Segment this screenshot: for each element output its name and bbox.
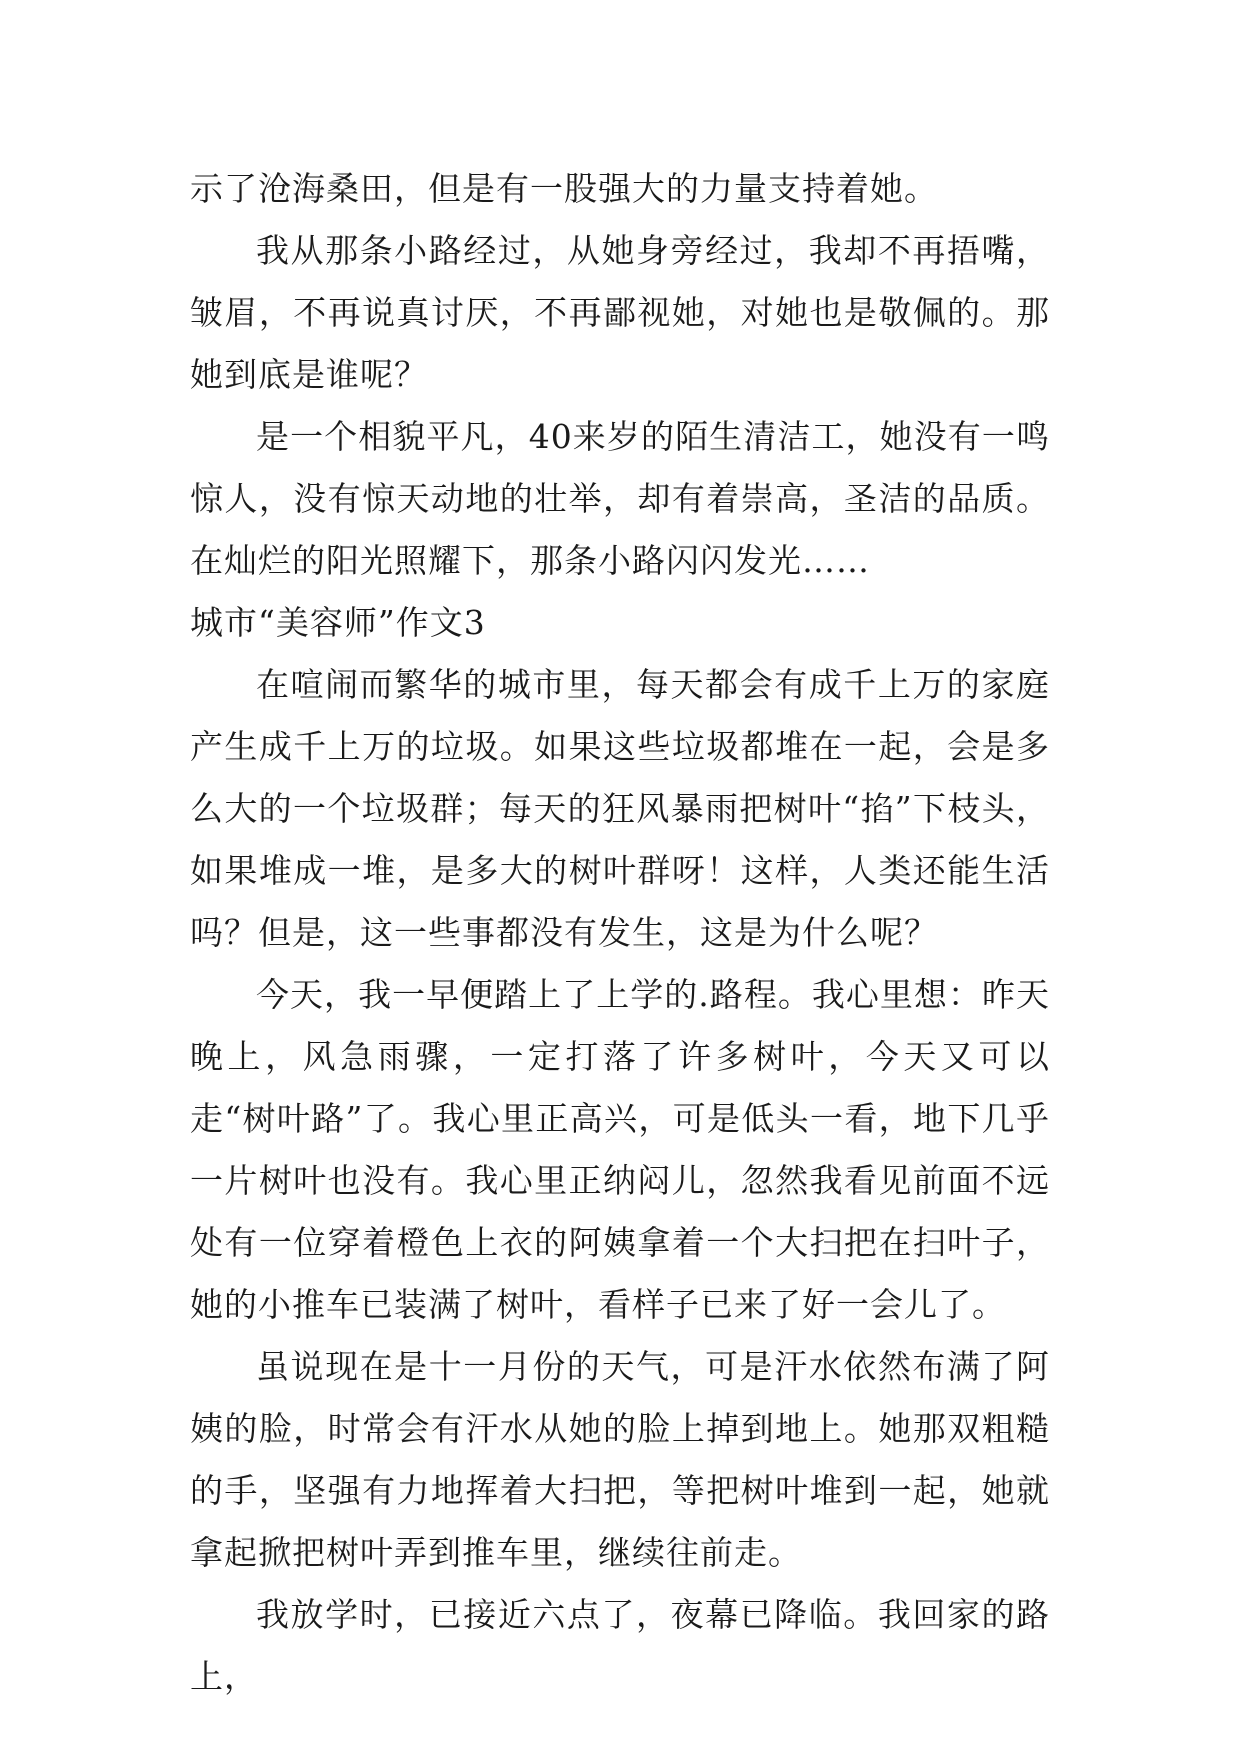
paragraph: 我放学时，已接近六点了，夜幕已降临。我回家的路上， xyxy=(190,1595,1050,1696)
paragraph: 在喧闹而繁华的城市里，每天都会有成千上万的家庭产生成千上万的垃圾。如果这些垃圾都堆在一起，会是多么大的一个垃圾群；每天的狂风暴雨把树叶“掐”下枝头，如果堆成一堆，是多大的树叶群呀！这样，人类还能生活吗？但是，这一些事都没有发生，这是为什么呢？ xyxy=(190,665,1050,952)
essay-title: 城市“美容师”作文3 xyxy=(190,603,486,642)
paragraph: 我从那条小路经过，从她身旁经过，我却不再捂嘴，皱眉，不再说真讨厌，不再鄙视她，对她也是敬佩的。那她到底是谁呢？ xyxy=(190,231,1050,394)
paragraph: 今天，我一早便踏上了上学的.路程。我心里想：昨天晚上，风急雨骤，一定打落了许多树叶，今天又可以走“树叶路”了。我心里正高兴，可是低头一看，地下几乎一片树叶也没有。我心里正纳闷儿，忽然我看见前面不远处有一位穿着橙色上衣的阿姨拿着一个大扫把在扫叶子，她的小推车已装满了树叶，看样子已来了好一会儿了。 xyxy=(190,975,1050,1324)
paragraph: 虽说现在是十一月份的天气，可是汗水依然布满了阿姨的脸，时常会有汗水从她的脸上掉到地上。她那双粗糙的手，坚强有力地挥着大扫把，等把树叶堆到一起，她就拿起掀把树叶弄到推车里，继续往前走。 xyxy=(190,1347,1050,1572)
document-body xyxy=(190,158,1050,1708)
paragraph-continuation: 示了沧海桑田，但是有一股强大的力量支持着她。 xyxy=(190,169,938,208)
paragraph: 是一个相貌平凡，40来岁的陌生清洁工，她没有一鸣惊人，没有惊天动地的壮举，却有着崇高，圣洁的品质。在灿烂的阳光照耀下，那条小路闪闪发光…… xyxy=(190,417,1050,580)
